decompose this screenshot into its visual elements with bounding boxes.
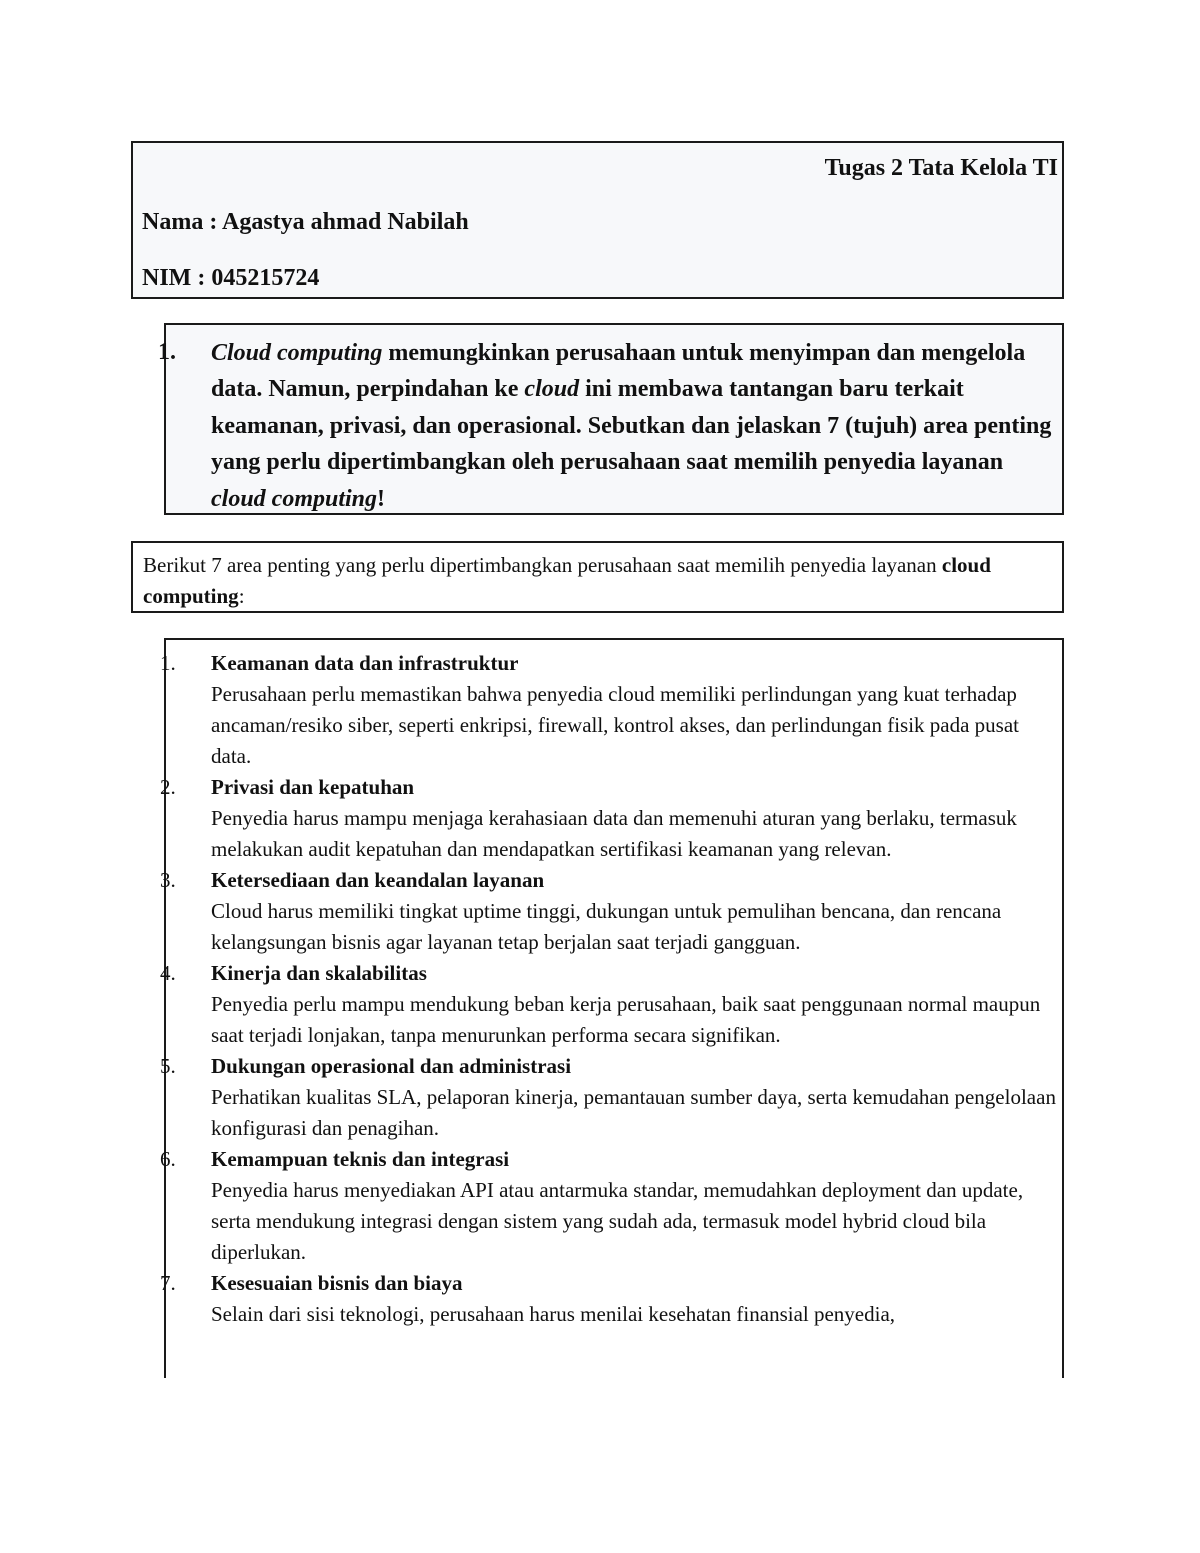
question-segment-1: memungkinkan perusahaan untuk menyimpan dan mengelola data. Namun, perpindahan ke bbox=[211, 340, 1026, 403]
answer-number: 4. bbox=[160, 961, 176, 985]
answer-item-5 bbox=[160, 1051, 1061, 1144]
answer-item-6 bbox=[160, 1144, 1061, 1268]
answer-heading: Kinerja dan skalabilitas bbox=[211, 961, 427, 985]
answer-item-2 bbox=[160, 772, 1061, 865]
answer-description: Perhatikan kualitas SLA, pelaporan kinerja, pemantauan sumber daya, serta kemudahan pengelolaan konfigurasi dan penagihan. bbox=[211, 1085, 1056, 1140]
answers-box bbox=[160, 638, 1064, 1378]
answer-heading: Keamanan data dan infrastruktur bbox=[211, 651, 519, 675]
intro-term: cloud computing bbox=[143, 553, 991, 608]
question-segment-2: ini membawa tantangan baru terkait keamanan, privasi, dan operasional. Sebutkan dan jelaskan 7 (tujuh) area penting yang perlu dipertimbangkan oleh perusahaan saat memilih penyedia layanan bbox=[211, 376, 1052, 476]
answer-item-4 bbox=[160, 958, 1061, 1051]
answer-number: 7. bbox=[160, 1271, 176, 1295]
question-term-2: cloud bbox=[524, 376, 580, 403]
assignment-title: Tugas 2 Tata Kelola TI bbox=[824, 155, 1058, 181]
answer-item-1 bbox=[160, 648, 1061, 772]
answer-item-7 bbox=[160, 1268, 1061, 1330]
answer-number: 2. bbox=[160, 775, 176, 799]
answer-description: Selain dari sisi teknologi, perusahaan harus menilai kesehatan finansial penyedia, bbox=[211, 1302, 896, 1326]
answer-heading: Kemampuan teknis dan integrasi bbox=[211, 1147, 510, 1171]
question-box bbox=[158, 323, 1064, 515]
header-box bbox=[131, 141, 1064, 299]
question-number: 1. bbox=[158, 339, 176, 365]
answer-heading: Privasi dan kepatuhan bbox=[211, 775, 415, 799]
intro-lead: Berikut 7 area penting yang perlu dipertimbangkan perusahaan saat memilih penyedia layanan bbox=[143, 553, 942, 577]
answer-number: 5. bbox=[160, 1054, 176, 1078]
answer-description: Penyedia perlu mampu mendukung beban kerja perusahaan, baik saat penggunaan normal maupun saat terjadi lonjakan, tanpa menurunkan performa secara signifikan. bbox=[211, 992, 1041, 1047]
intro-box bbox=[131, 541, 1064, 613]
answer-heading: Dukungan operasional dan administrasi bbox=[211, 1054, 572, 1078]
question-segment-3: ! bbox=[377, 485, 386, 512]
answer-number: 1. bbox=[160, 651, 176, 675]
question-term-3: cloud computing bbox=[211, 485, 378, 512]
answer-number: 6. bbox=[160, 1147, 176, 1171]
student-nim: NIM : 045215724 bbox=[142, 265, 320, 291]
answer-description: Penyedia harus mampu menjaga kerahasiaan data dan memenuhi aturan yang berlaku, termasuk melakukan audit kepatuhan dan mendapatkan sertifikasi keamanan yang relevan. bbox=[211, 806, 1017, 861]
answer-heading: Kesesuaian bisnis dan biaya bbox=[211, 1271, 463, 1295]
intro-end: : bbox=[238, 584, 245, 608]
question-term-1: Cloud computing bbox=[211, 340, 383, 366]
answer-number: 3. bbox=[160, 868, 176, 892]
student-name: Nama : Agastya ahmad Nabilah bbox=[142, 209, 469, 235]
answer-description: Penyedia harus menyediakan API atau antarmuka standar, memudahkan deployment dan update, serta mendukung integrasi dengan sistem yang sudah ada, termasuk model hybrid cloud bila diperlukan. bbox=[211, 1178, 1024, 1264]
answer-item-3 bbox=[160, 865, 1061, 958]
answer-list bbox=[160, 648, 1061, 1330]
answer-description: Cloud harus memiliki tingkat uptime tinggi, dukungan untuk pemulihan bencana, dan rencana kelangsungan bisnis agar layanan tetap berjalan saat terjadi gangguan. bbox=[211, 899, 1002, 954]
question-text bbox=[211, 335, 1061, 517]
intro-text bbox=[143, 550, 1053, 612]
answer-heading: Ketersediaan dan keandalan layanan bbox=[211, 868, 545, 892]
answer-description: Perusahaan perlu memastikan bahwa penyedia cloud memiliki perlindungan yang kuat terhadap ancaman/resiko siber, seperti enkripsi, firewall, kontrol akses, dan perlindungan fisik pada pusat data. bbox=[211, 682, 1020, 768]
